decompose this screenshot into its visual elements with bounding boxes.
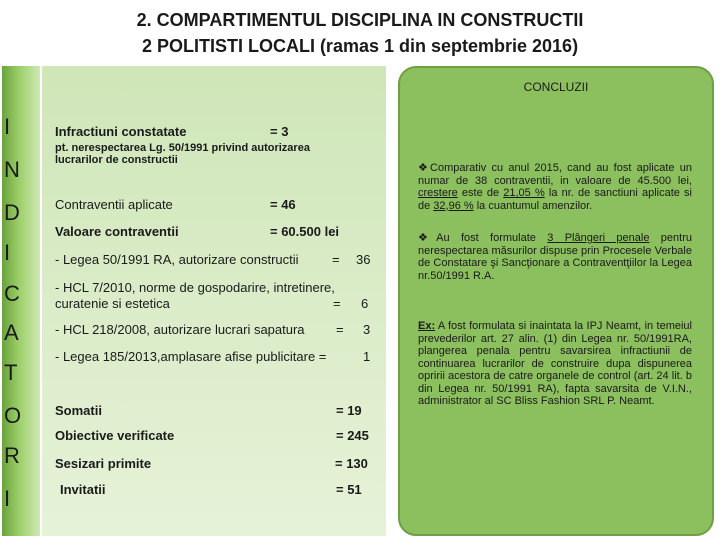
p1-text-a: Comparativ cu anul 2015, cand au fost aplicate un numar de 38 contraventii, in valoare de 45.500 lei, bbox=[418, 162, 692, 187]
p3-text: A fost formulata si inaintata la IPJ Neamt, in temeiul prevederilor art. 27 alin. (1) din Legea nr. 50/1991RA, plangerea penala pentru savarsirea infractiunii de continuarea lucrarilor de construire dupa dispunerea opririi acestora de catre organele de control (art. 24 lit. b din Legea nr. 50/1991 RA), fapta savarsita de V.I.N., administrator al SC Bliss Fashion SRL P. Neamt. bbox=[418, 320, 692, 407]
side-letter: I bbox=[4, 486, 11, 511]
side-letter: O bbox=[4, 403, 22, 428]
hcl218-eq: = bbox=[336, 322, 344, 337]
infractiuni-note-line2: lucrarilor de constructii bbox=[55, 154, 178, 166]
hcl7-eq: = bbox=[333, 296, 341, 311]
infractiuni-note-line1: pt. nerespectarea Lg. 50/1991 privind autorizarea bbox=[55, 142, 310, 154]
legea185-label: - Legea 185/2013,amplasare afise publicitare = bbox=[55, 349, 327, 364]
obiective-label: Obiective verificate bbox=[55, 428, 175, 443]
valoare-value: = 60.500 lei bbox=[270, 224, 340, 239]
p3-ex-label: Ex: bbox=[418, 320, 436, 332]
invitatii-label: Invitatii bbox=[60, 482, 106, 497]
hcl7-line2: curatenie si estetica bbox=[55, 296, 170, 311]
diamond-bullet-icon: ❖ bbox=[418, 232, 437, 244]
legea50-label: - Legea 50/1991 RA, autorizare constructii bbox=[55, 252, 299, 267]
conclusions-panel bbox=[398, 66, 714, 536]
legea50-value: 36 bbox=[356, 252, 371, 267]
page-title-line1: 2. COMPARTIMENTUL DISCIPLINA IN CONSTRUCTII bbox=[136, 10, 584, 30]
side-letter: I bbox=[4, 240, 11, 265]
p1-percent-1: 21,05 % bbox=[503, 187, 545, 199]
valoare-label: Valoare contraventii bbox=[55, 224, 179, 239]
side-letter: D bbox=[4, 200, 20, 225]
side-letter: T bbox=[4, 360, 18, 385]
p2-text-b: pentru nerespectarea măsurilor dispuse prin Procesele Verbale de Constatare şi Sancţionare a Contraventţiilor la Legea nr.50/1991 R.A. bbox=[418, 232, 692, 282]
obiective-value: = 245 bbox=[336, 428, 369, 443]
sesizari-label: Sesizari primite bbox=[55, 456, 152, 471]
page-title-line2: 2 POLITISTI LOCALI (ramas 1 din septembrie 2016) bbox=[141, 36, 579, 56]
hcl7-value: 6 bbox=[361, 296, 369, 311]
conclusions-heading: CONCLUZII bbox=[523, 80, 589, 94]
somatii-value: = 19 bbox=[336, 403, 362, 418]
diamond-bullet-icon: ❖ bbox=[418, 162, 431, 174]
side-letter: R bbox=[4, 443, 20, 468]
p1-text-c: la nr. de sanctiuni aplicate si de bbox=[418, 187, 692, 212]
legea50-eq: = bbox=[332, 252, 340, 267]
invitatii-value: = 51 bbox=[336, 482, 362, 497]
p1-crestere: crestere bbox=[418, 187, 458, 199]
contraventii-value: = 46 bbox=[270, 197, 296, 212]
side-letter: C bbox=[4, 281, 20, 306]
contraventii-label: Contraventii aplicate bbox=[55, 197, 173, 212]
side-letter: A bbox=[4, 320, 19, 345]
sesizari-value: = 130 bbox=[335, 456, 368, 471]
p2-text-a: Au fost formulate bbox=[436, 232, 548, 244]
conclusion-paragraph-1 bbox=[418, 162, 692, 212]
p1-text-b: este de bbox=[457, 187, 504, 199]
side-letter: N bbox=[4, 157, 20, 182]
legea185-value: 1 bbox=[363, 349, 371, 364]
conclusion-paragraph-2 bbox=[418, 232, 692, 282]
hcl218-label: - HCL 218/2008, autorizare lucrari sapatura bbox=[55, 322, 305, 337]
side-letter: I bbox=[4, 114, 11, 139]
conclusion-paragraph-3 bbox=[418, 320, 692, 408]
somatii-label: Somatii bbox=[55, 403, 102, 418]
hcl218-value: 3 bbox=[363, 322, 371, 337]
infractiuni-label: Infractiuni constatate bbox=[55, 124, 187, 139]
hcl7-line1: - HCL 7/2010, norme de gospodarire, intretinere, bbox=[55, 280, 335, 295]
p2-plangeri: 3 Plângeri penale bbox=[547, 232, 650, 244]
p1-percent-2: 32,96 % bbox=[433, 199, 474, 212]
p1-text-d: la cuantumul amenzilor. bbox=[473, 199, 593, 212]
infractiuni-value: = 3 bbox=[270, 124, 289, 139]
